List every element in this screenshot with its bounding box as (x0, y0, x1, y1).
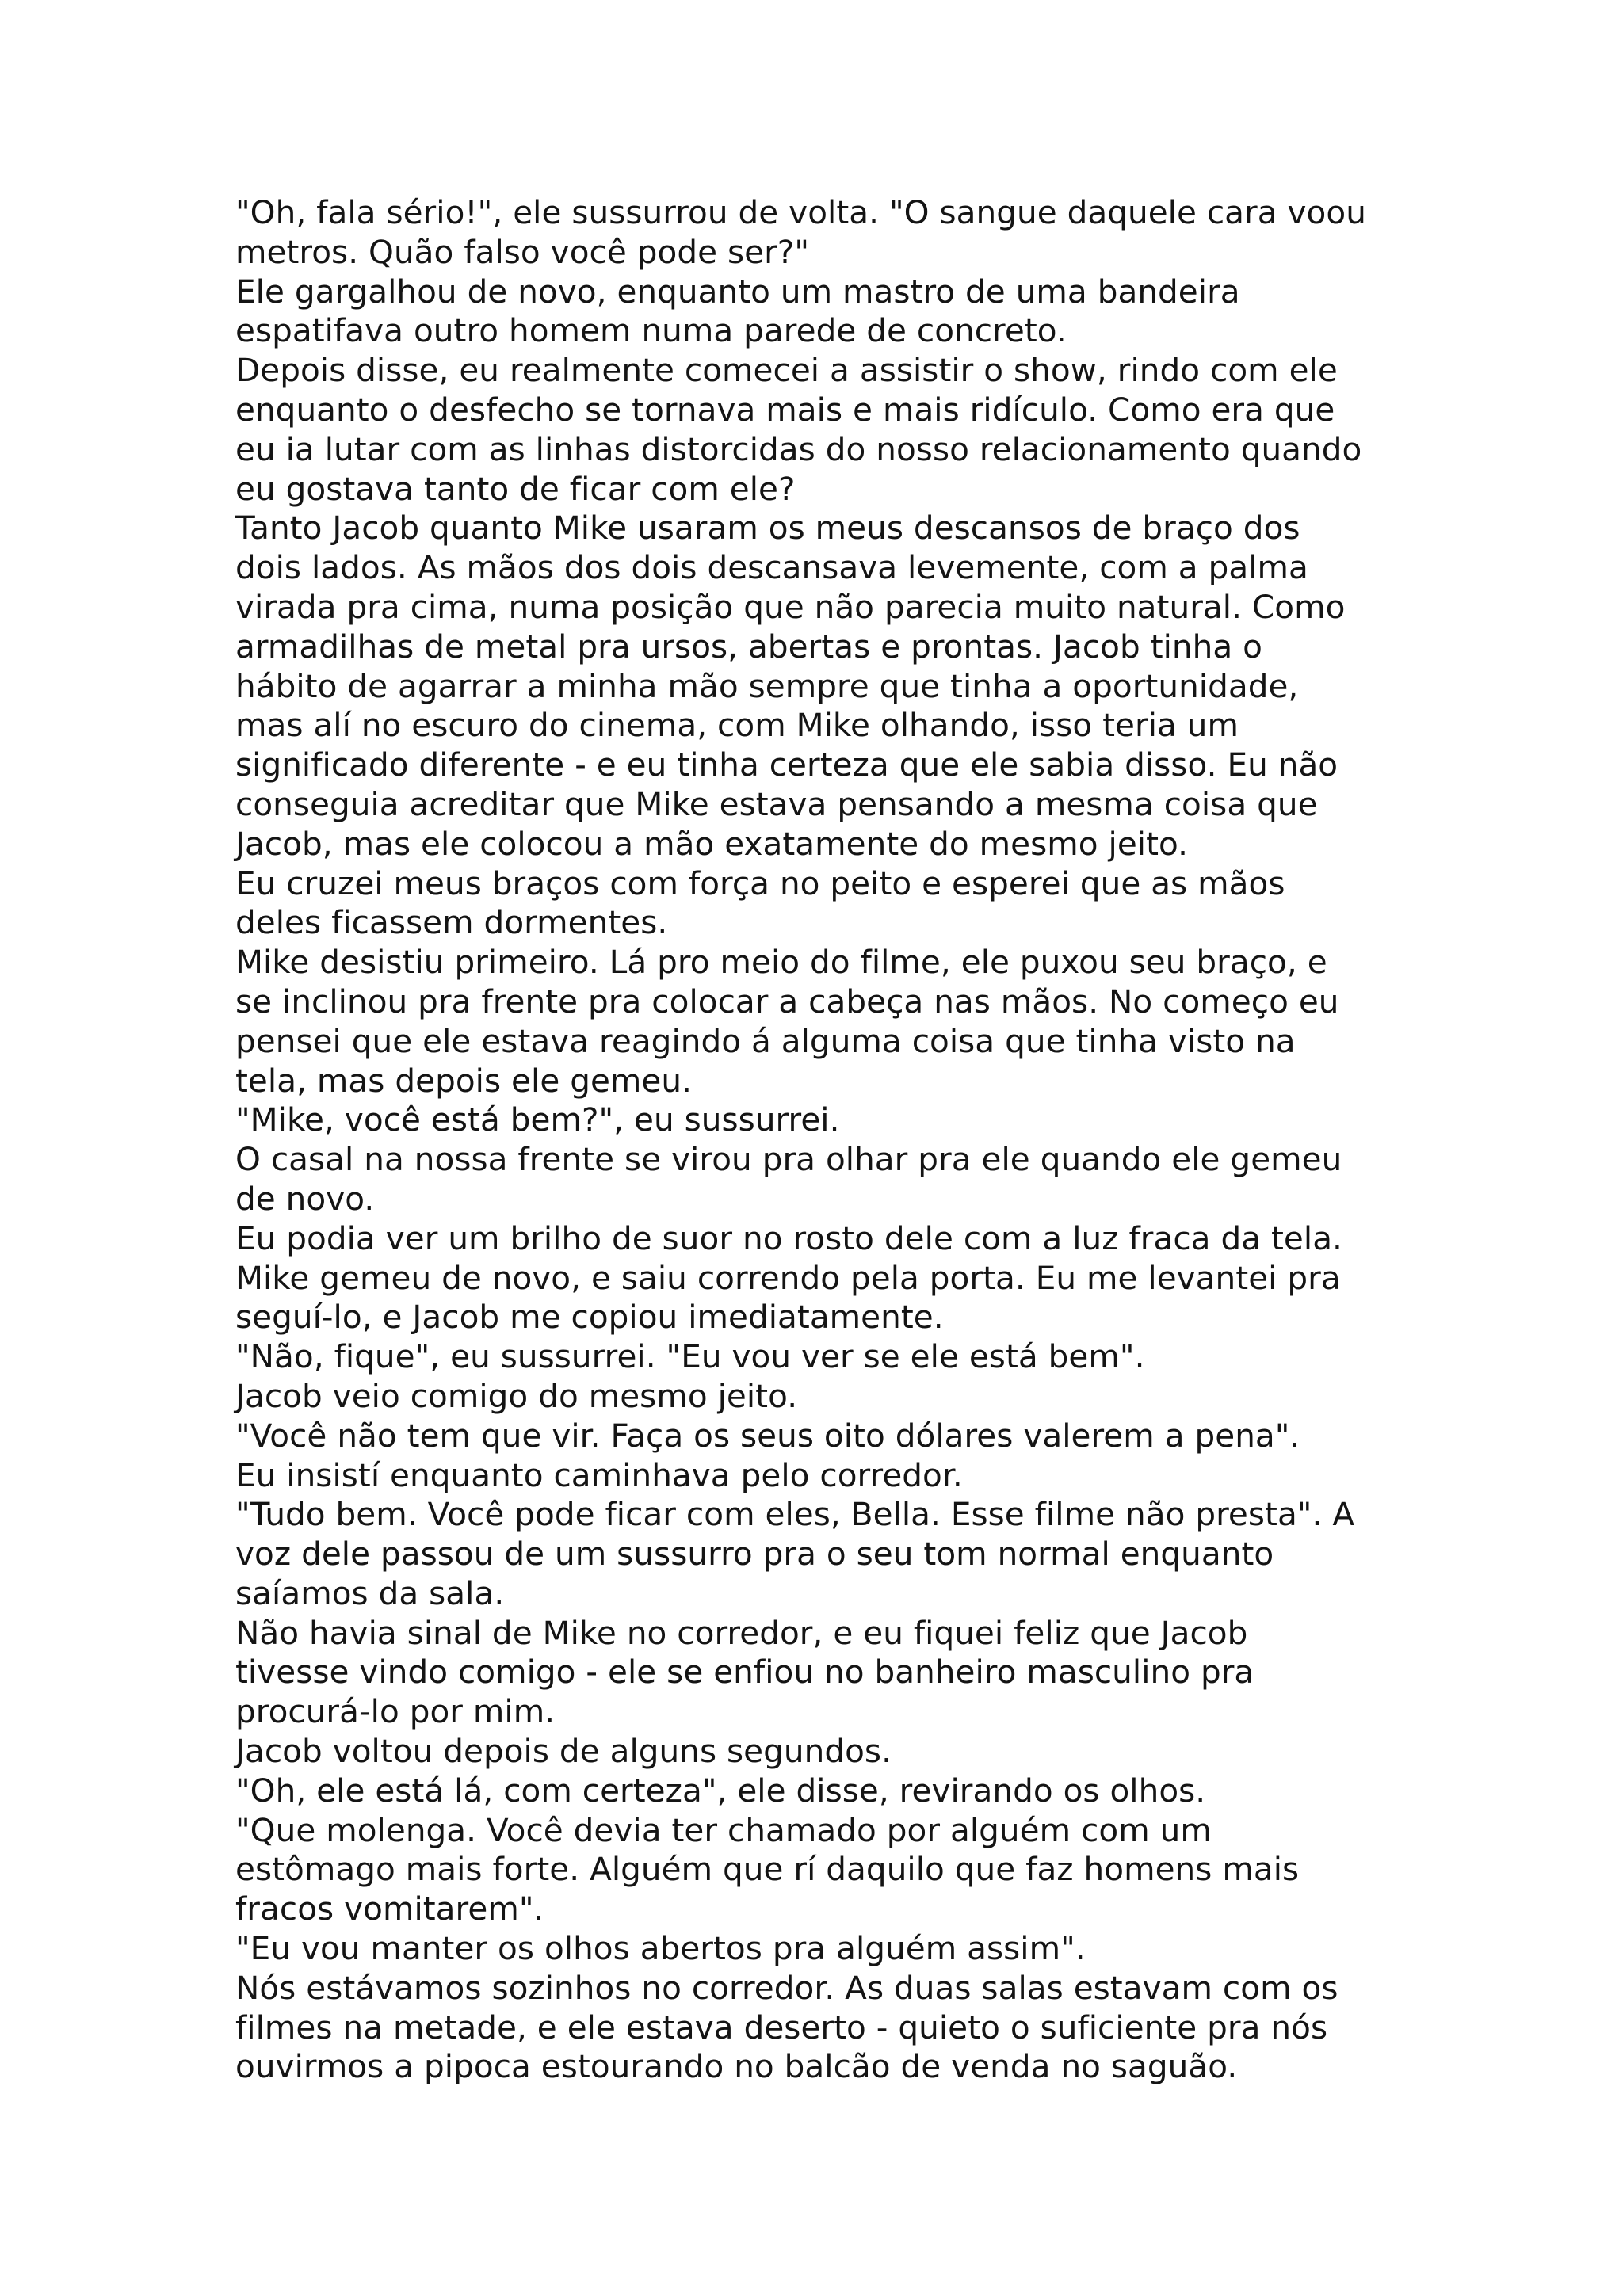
text-line: enquanto o desfecho se tornava mais e mais ridículo. Como era que (235, 390, 1335, 429)
text-line: procurá-lo por mim. (235, 1692, 556, 1731)
text-line: "Eu vou manter os olhos abertos pra alguém assim". (235, 1929, 1086, 1968)
text-line: Não havia sinal de Mike no corredor, e eu fiquei feliz que Jacob (235, 1613, 1248, 1652)
text-line: "Oh, ele está lá, com certeza", ele disse, revirando os olhos. (235, 1771, 1206, 1810)
text-line: significado diferente - e eu tinha certeza que ele sabia disso. Eu não (235, 746, 1338, 784)
body-text (235, 193, 1424, 2087)
text-line: armadilhas de metal pra ursos, abertas e prontas. Jacob tinha o (235, 627, 1262, 666)
text-line: fracos vomitarem". (235, 1890, 544, 1928)
text-line: espatifava outro homem numa parede de concreto. (235, 311, 1067, 350)
text-line: Ele gargalhou de novo, enquanto um mastro de uma bandeira (235, 272, 1240, 311)
text-line: metros. Quão falso você pode ser?" (235, 232, 810, 271)
text-line: conseguia acreditar que Mike estava pensando a mesma coisa que (235, 784, 1318, 823)
text-line: filmes na metade, e ele estava deserto - quieto o suficiente pra nós (235, 2008, 1328, 2046)
text-line: eu ia lutar com as linhas distorcidas do nosso relacionamento quando (235, 429, 1362, 468)
text-line: ouvirmos a pipoca estourando no balcão de venda no saguão. (235, 2047, 1238, 2086)
text-line: seguí-lo, e Jacob me copiou imediatamente. (235, 1298, 944, 1337)
text-line: "Que molenga. Você devia ter chamado por alguém com um (235, 1810, 1212, 1849)
text-line: dois lados. As mãos dos dois descansava levemente, com a palma (235, 548, 1308, 587)
text-line: de novo. (235, 1179, 375, 1218)
text-line: "Mike, você está bem?", eu sussurrei. (235, 1100, 840, 1139)
text-line: Nós estávamos sozinhos no corredor. As duas salas estavam com os (235, 1968, 1338, 2007)
text-line: Jacob voltou depois de alguns segundos. (235, 1732, 892, 1771)
text-line: Tanto Jacob quanto Mike usaram os meus descansos de braço dos (235, 509, 1300, 547)
text-line: Jacob veio comigo do mesmo jeito. (235, 1376, 798, 1415)
text-line: eu gostava tanto de ficar com ele? (235, 469, 796, 508)
text-line: Jacob, mas ele colocou a mão exatamente do mesmo jeito. (235, 824, 1189, 863)
text-line: Eu podia ver um brilho de suor no rosto dele com a luz fraca da tela. (235, 1219, 1342, 1257)
text-line: voz dele passou de um sussurro pra o seu tom normal enquanto (235, 1535, 1274, 1573)
text-line: deles ficassem dormentes. (235, 903, 668, 942)
text-line: pensei que ele estava reagindo á alguma coisa que tinha visto na (235, 1021, 1296, 1060)
text-line: saíamos da sala. (235, 1573, 505, 1612)
text-line: tivesse vindo comigo - ele se enfiou no banheiro masculino pra (235, 1653, 1254, 1691)
text-line: "Não, fique", eu sussurrei. "Eu vou ver se ele está bem". (235, 1337, 1145, 1376)
text-line: O casal na nossa frente se virou pra olhar pra ele quando ele gemeu (235, 1140, 1342, 1179)
text-line: Mike desistiu primeiro. Lá pro meio do filme, ele puxou seu braço, e (235, 943, 1327, 982)
text-line: tela, mas depois ele gemeu. (235, 1061, 693, 1100)
text-line: Depois disse, eu realmente comecei a assistir o show, rindo com ele (235, 351, 1338, 390)
text-line: estômago mais forte. Alguém que rí daquilo que faz homens mais (235, 1850, 1300, 1889)
text-line: mas alí no escuro do cinema, com Mike olhando, isso teria um (235, 706, 1239, 745)
text-line: Mike gemeu de novo, e saiu correndo pela porta. Eu me levantei pra (235, 1258, 1341, 1297)
text-line: se inclinou pra frente pra colocar a cabeça nas mãos. No começo eu (235, 982, 1339, 1020)
text-line: hábito de agarrar a minha mão sempre que tinha a oportunidade, (235, 666, 1299, 705)
text-line: virada pra cima, numa posição que não parecia muito natural. Como (235, 587, 1346, 626)
text-line: "Tudo bem. Você pode ficar com eles, Bella. Esse filme não presta". A (235, 1495, 1355, 1534)
text-line: "Oh, fala sério!", ele sussurrou de volta. "O sangue daquele cara voou (235, 193, 1366, 231)
text-line: "Você não tem que vir. Faça os seus oito dólares valerem a pena". (235, 1416, 1300, 1455)
text-line: Eu cruzei meus braços com força no peito e esperei que as mãos (235, 864, 1285, 902)
text-line: Eu insistí enquanto caminhava pelo corredor. (235, 1455, 963, 1494)
